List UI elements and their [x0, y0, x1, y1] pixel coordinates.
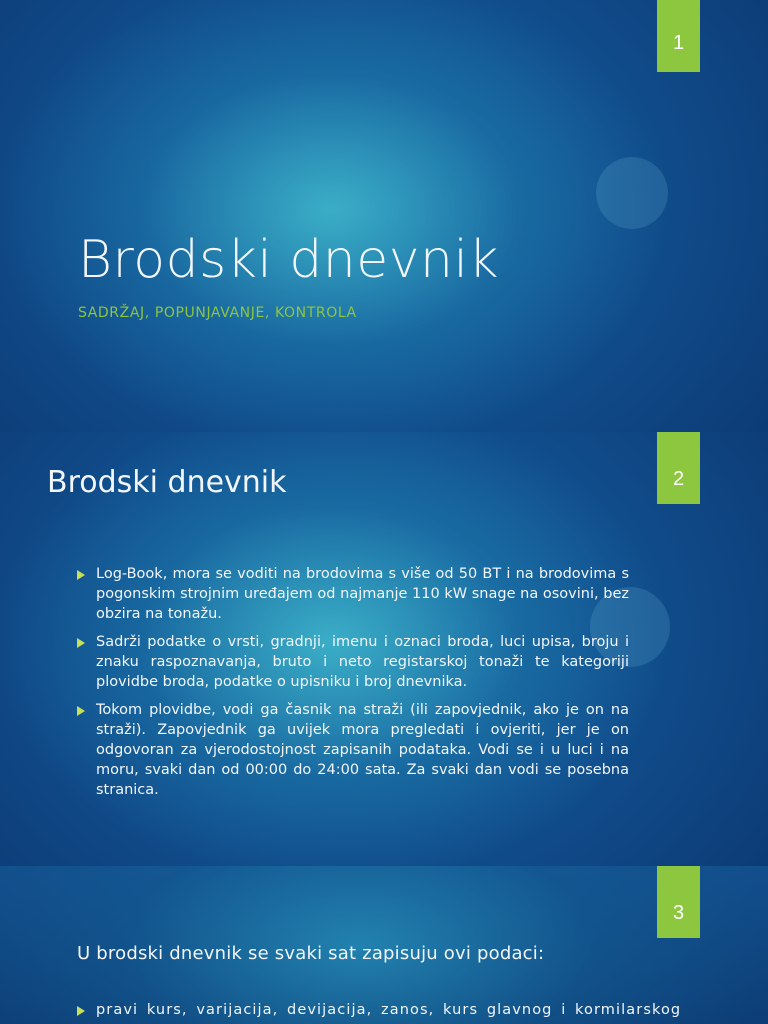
- slide-subtitle: SADRŽAJ, POPUNJAVANJE, KONTROLA: [78, 305, 357, 321]
- slide-title: U brodski dnevnik se svaki sat zapisuju ovi podaci:: [77, 943, 545, 964]
- slide-number-badge: [657, 0, 700, 72]
- bullet-list: [77, 1000, 682, 1020]
- slide-number: 3: [672, 902, 685, 924]
- slide-number: 1: [672, 32, 685, 54]
- slide-number-badge: [657, 866, 700, 938]
- list-item: Tokom plovidbe, vodi ga časnik na straži (ili zapovjednik, ako je on na straži). Zapovjednik ga uvijek mora pregledati i ovjeriti, jer je on odgovoran za vjerodostojnost zapisanih podataka. Vodi se i u luci i na moru, svaki dan od 00:00 do 24:00 sata. Za svaki dan vodi se posebna stranica.: [77, 700, 629, 800]
- bullet-arrow-icon: [77, 1006, 85, 1016]
- slide-number-badge: [657, 432, 700, 504]
- slide-title: Brodski dnevnik: [78, 230, 500, 290]
- slide-3: [0, 866, 768, 1024]
- decorative-bubble: [596, 157, 668, 229]
- bullet-arrow-icon: [77, 638, 85, 648]
- slide-2: [0, 432, 768, 866]
- slide-1: [0, 0, 768, 432]
- list-item: Sadrži podatke o vrsti, gradnji, imenu i oznaci broda, luci upisa, broju i znaku raspoznavanja, bruto i neto registarskoj tonaži te kategoriji plovidbe broda, podatke o upisniku i broj dnevnika.: [77, 632, 629, 692]
- list-item: Log-Book, mora se voditi na brodovima s više od 50 BT i na brodovima s pogonskim strojnim uređajem od najmanje 110 kW snage na osovini, bez obzira na tonažu.: [77, 564, 629, 624]
- slide-number: 2: [672, 468, 685, 490]
- list-item: pravi kurs, varijacija, devijacija, zanos, kurs glavnog i kormilarskog: [77, 1000, 629, 1020]
- slide-title: Brodski dnevnik: [47, 465, 287, 500]
- bullet-arrow-icon: [77, 570, 85, 580]
- bullet-list: [77, 564, 629, 808]
- bullet-arrow-icon: [77, 706, 85, 716]
